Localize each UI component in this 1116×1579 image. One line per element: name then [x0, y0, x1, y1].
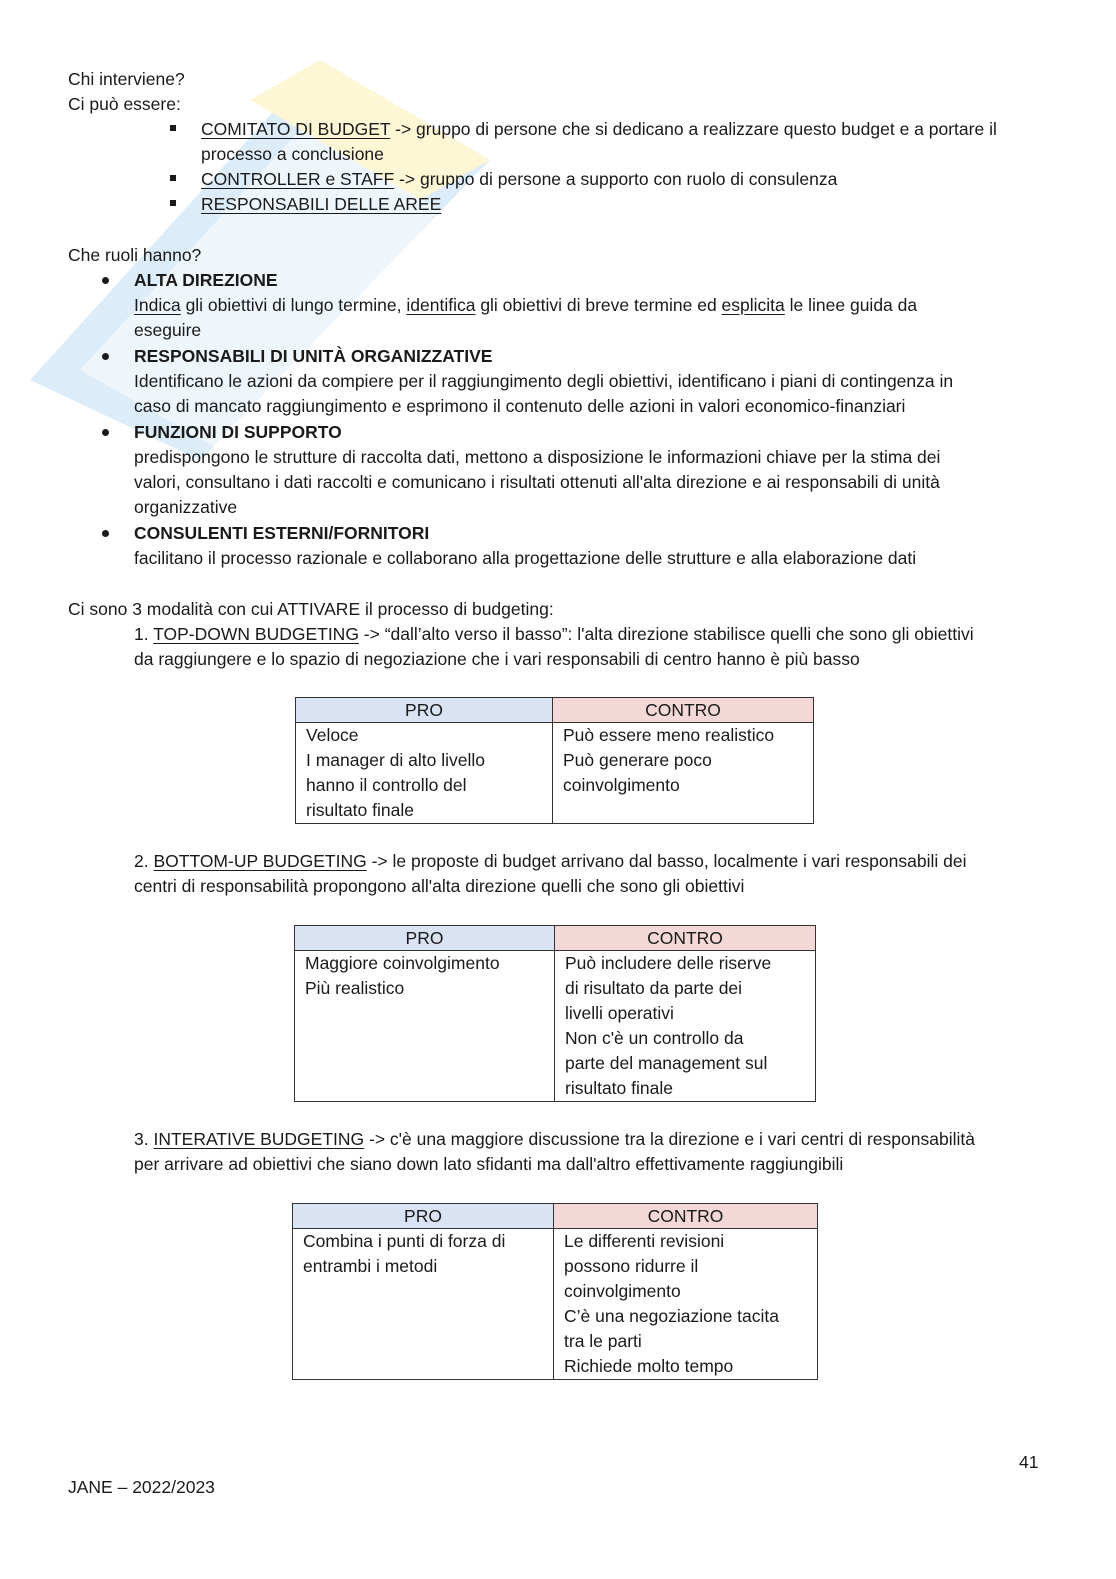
role-desc-line: predispongono le strutture di raccolta dati, mettono a disposizione le informazioni chiave per la stima dei	[134, 447, 941, 467]
contro-cell: Le differenti revisioni possono ridurre il coinvolgimento C’è una negoziazione tacita tra le parti Richiede molto tempo	[554, 1229, 818, 1380]
square-bullet-icon	[170, 200, 176, 206]
round-bullet-icon	[102, 277, 109, 284]
role-desc-line: Identificano le azioni da compiere per il raggiungimento degli obiettivi, identificano i piani di contingenza in	[134, 371, 954, 391]
page-number: 41	[1019, 1452, 1039, 1472]
method-top-down: 1. TOP-DOWN BUDGETING -> “dall’alto verso il basso”: l'alta direzione stabilisce quelli che sono gli obiettivi	[134, 624, 974, 644]
term-controller: CONTROLLER e STAFF	[201, 169, 395, 189]
round-bullet-icon	[102, 429, 109, 436]
pro-contro-table-top-down	[295, 697, 814, 824]
role-desc-line: caso di mancato raggiungimento e esprimono il contenuto delle azioni in valori economico-finanziari	[134, 396, 906, 416]
question-roles: Che ruoli hanno?	[68, 245, 202, 265]
intro-can-be: Ci può essere:	[68, 94, 181, 114]
round-bullet-icon	[102, 353, 109, 360]
contro-header: CONTRO	[555, 926, 816, 951]
role-desc-line: valori, consultano i dati raccolti e comunicano i risultati ottenuti all'alta direzione e ai responsabili di unità	[134, 472, 940, 492]
role-desc-line: organizzative	[134, 497, 238, 517]
method-interative: 3. INTERATIVE BUDGETING -> c'è una maggiore discussione tra la direzione e i vari centri di responsabilità	[134, 1129, 975, 1149]
question-who: Chi interviene?	[68, 69, 185, 89]
term-responsabili: RESPONSABILI DELLE AREE	[201, 194, 442, 214]
method-bottom-up-cont: centri di responsabilità propongono all'alta direzione quelli che sono gli obiettivi	[134, 876, 745, 896]
square-bullet-icon	[170, 125, 176, 131]
role-title-funzioni-supporto: FUNZIONI DI SUPPORTO	[134, 422, 342, 442]
pro-cell: Veloce I manager di alto livello hanno il controllo del risultato finale	[296, 723, 553, 824]
contro-header: CONTRO	[553, 698, 814, 723]
list-item-comitato: COMITATO DI BUDGET -> gruppo di persone che si dedicano a realizzare questo budget e a portare il	[201, 119, 997, 139]
pro-header: PRO	[295, 926, 555, 951]
role-desc-alta-direzione: Indica gli obiettivi di lungo termine, identifica gli obiettivi di breve termine ed esplicita le linee guida da	[134, 295, 918, 315]
pro-cell: Maggiore coinvolgimento Più realistico	[295, 951, 555, 1102]
contro-cell: Può essere meno realistico Può generare poco coinvolgimento	[553, 723, 814, 824]
list-item-controller: CONTROLLER e STAFF -> gruppo di persone a supporto con ruolo di consulenza	[201, 169, 838, 189]
list-item-comitato-cont: processo a conclusione	[201, 144, 384, 164]
role-desc-alta-direzione-cont: eseguire	[134, 320, 202, 340]
list-item-responsabili	[201, 192, 441, 217]
footer-author-year: JANE – 2022/2023	[68, 1477, 215, 1497]
role-title-consulenti: CONSULENTI ESTERNI/FORNITORI	[134, 523, 430, 543]
method-interative-cont: per arrivare ad obiettivi che siano down lato sfidanti ma dall'altro effettivamente raggiungibili	[134, 1154, 844, 1174]
role-title-alta-direzione: ALTA DIREZIONE	[134, 270, 278, 290]
pro-header: PRO	[296, 698, 553, 723]
term-comitato: COMITATO DI BUDGET	[201, 119, 391, 139]
pro-cell: Combina i punti di forza di entrambi i metodi	[293, 1229, 554, 1380]
method-top-down-cont: da raggiungere e lo spazio di negoziazione che i vari responsabili di centro hanno è più basso	[134, 649, 860, 669]
contro-cell: Può includere delle riserve di risultato da parte dei livelli operativi Non c'è un controllo da parte del management sul risultato finale	[555, 951, 816, 1102]
budgeting-intro: Ci sono 3 modalità con cui ATTIVARE il processo di budgeting:	[68, 599, 554, 619]
pro-contro-table-bottom-up	[294, 925, 816, 1102]
method-bottom-up: 2. BOTTOM-UP BUDGETING -> le proposte di budget arrivano dal basso, localmente i vari responsabili dei	[134, 851, 967, 871]
pro-header: PRO	[293, 1204, 554, 1229]
role-title-responsabili-unita: RESPONSABILI DI UNITÀ ORGANIZZATIVE	[134, 346, 493, 366]
square-bullet-icon	[170, 175, 176, 181]
contro-header: CONTRO	[554, 1204, 818, 1229]
pro-contro-table-interative	[292, 1203, 818, 1380]
role-desc-line: facilitano il processo razionale e collaborano alla progettazione delle strutture e alla elaborazione dati	[134, 548, 917, 568]
round-bullet-icon	[102, 530, 109, 537]
